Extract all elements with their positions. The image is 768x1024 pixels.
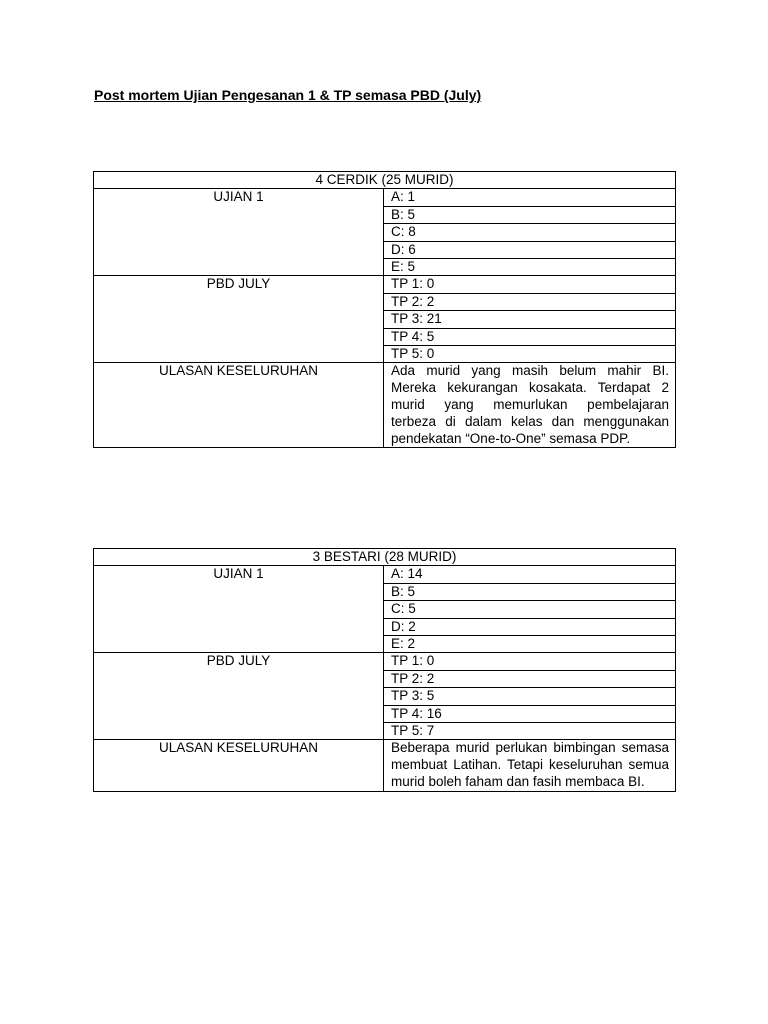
grade-value: C: 5 [384, 601, 676, 618]
ujian-row [94, 189, 676, 206]
ulasan-text: Beberapa murid perlukan bimbingan semasa membuat Latihan. Tetapi keseluruhan semua murid boleh faham dan fasih membaca BI. [384, 740, 676, 791]
ulasan-label: ULASAN KESELURUHAN [94, 363, 384, 448]
grade-value: E: 2 [384, 636, 676, 653]
grade-value: D: 6 [384, 241, 676, 258]
grade-value: B: 5 [384, 206, 676, 223]
tp-value: TP 1: 0 [384, 276, 676, 293]
ulasan-row [94, 740, 676, 791]
ulasan-text: Ada murid yang masih belum mahir BI. Mereka kekurangan kosakata. Terdapat 2 murid yang memurlukan pembelajaran terbeza di dalam kelas dan menggunakan pendekatan “One-to-One” semasa PDP. [384, 363, 676, 448]
tp-value: TP 4: 16 [384, 705, 676, 722]
grade-value: E: 5 [384, 259, 676, 276]
grade-value: C: 8 [384, 224, 676, 241]
tp-value: TP 3: 21 [384, 311, 676, 328]
ulasan-label: ULASAN KESELURUHAN [94, 740, 384, 791]
class-table-4-cerdik [93, 171, 676, 448]
grade-value: D: 2 [384, 618, 676, 635]
grade-value: B: 5 [384, 583, 676, 600]
document-title: Post mortem Ujian Pengesanan 1 & TP semasa PBD (July) [94, 87, 482, 103]
ujian-label: UJIAN 1 [94, 566, 384, 653]
tp-value: TP 2: 2 [384, 293, 676, 310]
ujian-label: UJIAN 1 [94, 189, 384, 276]
class-table-3-bestari [93, 548, 676, 792]
table-header-row [94, 549, 676, 566]
class-header: 3 BESTARI (28 MURID) [94, 549, 676, 566]
tp-value: TP 2: 2 [384, 670, 676, 687]
tp-value: TP 3: 5 [384, 688, 676, 705]
tp-value: TP 5: 0 [384, 346, 676, 363]
pbd-row [94, 276, 676, 293]
pbd-row [94, 653, 676, 670]
pbd-label: PBD JULY [94, 653, 384, 740]
tp-value: TP 5: 7 [384, 723, 676, 740]
tp-value: TP 4: 5 [384, 328, 676, 345]
class-header: 4 CERDIK (25 MURID) [94, 172, 676, 189]
pbd-label: PBD JULY [94, 276, 384, 363]
table-header-row [94, 172, 676, 189]
tp-value: TP 1: 0 [384, 653, 676, 670]
grade-value: A: 1 [384, 189, 676, 206]
ulasan-row [94, 363, 676, 448]
ujian-row [94, 566, 676, 583]
grade-value: A: 14 [384, 566, 676, 583]
